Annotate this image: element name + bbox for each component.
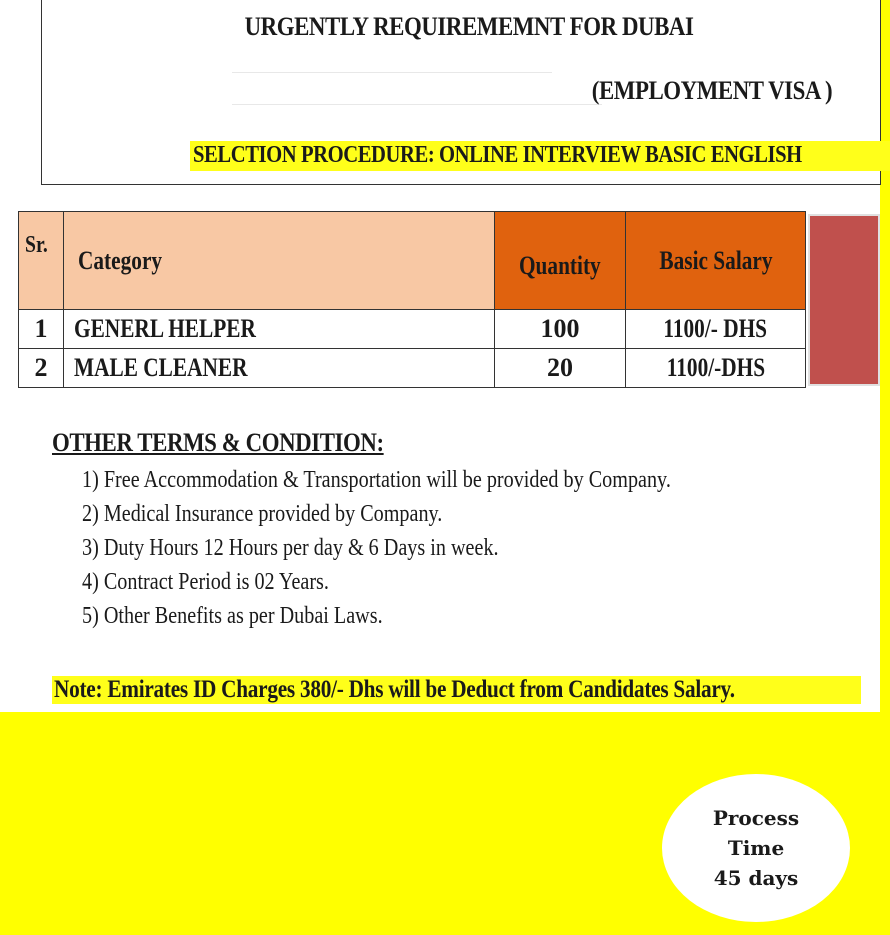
list-item: 3) Duty Hours 12 Hours per day & 6 Days in week. [82, 535, 499, 561]
header-sr: Sr. [19, 212, 64, 310]
table-row [19, 310, 806, 349]
visa-type: (EMPLOYMENT VISA ) [591, 76, 832, 105]
row-category: MALE CLEANER [64, 349, 495, 388]
table-row [19, 349, 806, 388]
row-salary: 1100/- DHS [626, 310, 806, 349]
row-quantity: 100 [495, 310, 626, 349]
terms-list [82, 465, 783, 635]
terms-heading: OTHER TERMS & CONDITION: [52, 428, 384, 457]
row-sr: 2 [19, 349, 64, 388]
table-header-row [19, 212, 806, 310]
days-value: 45 days [713, 866, 799, 890]
list-item: 2) Medical Insurance provided by Company. [82, 501, 443, 527]
jobs-table [18, 211, 806, 388]
row-quantity: 20 [495, 349, 626, 388]
list-item: 5) Other Benefits as per Dubai Laws. [82, 603, 383, 629]
time-label: Time [727, 836, 785, 860]
divider [232, 72, 552, 73]
header-category: Category [64, 212, 495, 310]
process-label: Process [712, 806, 800, 830]
page-title: URGENTLY REQUIREMEMNT FOR DUBAI [244, 12, 694, 41]
note-text: Note: Emirates ID Charges 380/- Dhs will be Deduct from Candidates Salary. [52, 676, 861, 704]
row-sr: 1 [19, 310, 64, 349]
selection-procedure: SELCTION PROCEDURE: ONLINE INTERVIEW BASIC ENGLISH [190, 141, 890, 171]
list-item: 4) Contract Period is 02 Years. [82, 569, 329, 595]
process-time-badge [662, 774, 850, 922]
row-salary: 1100/-DHS [626, 349, 806, 388]
list-item: 1) Free Accommodation & Transportation will be provided by Company. [82, 467, 671, 493]
header-quantity: Quantity [495, 212, 626, 310]
red-image-box [808, 214, 880, 386]
divider [232, 104, 602, 105]
row-category: GENERL HELPER [64, 310, 495, 349]
header-salary: Basic Salary [626, 212, 806, 310]
